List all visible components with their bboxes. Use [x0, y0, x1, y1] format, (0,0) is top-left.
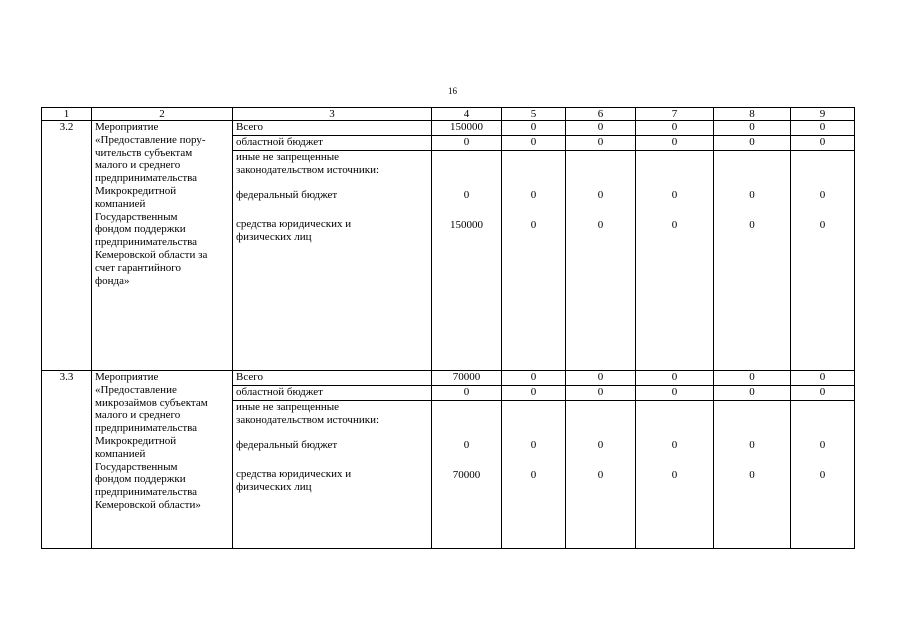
- description-line: Кемеровской области»: [95, 498, 201, 511]
- description-line: счет гарантийного: [95, 261, 182, 274]
- value-cell: 0: [566, 371, 636, 386]
- value-cell: 0: [636, 371, 714, 386]
- value-cell: [432, 401, 502, 549]
- value-cell: 0: [714, 386, 791, 401]
- legal-value: 70000: [452, 468, 481, 481]
- value-cell: 0: [791, 136, 855, 151]
- legal-value: 0: [597, 218, 604, 231]
- value-cell: 0: [714, 121, 791, 136]
- description-line: Микрокредитной: [95, 434, 177, 447]
- federal-value: 0: [597, 439, 604, 451]
- description-line: предпринимательства: [95, 236, 198, 249]
- other-sources-label: законодательством источники:: [236, 163, 380, 176]
- value-cell: 0: [714, 371, 791, 386]
- legal-label: средства юридических и: [236, 468, 352, 481]
- value-cell: 0: [636, 121, 714, 136]
- legal-value: 0: [749, 218, 755, 231]
- description-line: предпринимательства: [95, 486, 198, 499]
- row-description: [92, 371, 233, 549]
- federal-label: федеральный бюджет: [236, 438, 338, 451]
- page-number: 16: [448, 86, 457, 96]
- value-cell: 0: [566, 136, 636, 151]
- header-cell: 1: [42, 108, 92, 121]
- description-line: предпринимательства: [95, 422, 198, 435]
- value-cell: 0: [566, 121, 636, 136]
- description-line: Кемеровской области за: [95, 248, 208, 261]
- legal-label: физических лиц: [236, 481, 312, 494]
- total-label: Всего: [233, 121, 432, 136]
- program-table: [41, 107, 855, 549]
- description-line: «Предоставление: [95, 383, 177, 396]
- regional-label: областной бюджет: [233, 386, 432, 401]
- federal-value: 0: [530, 439, 537, 451]
- value-cell: [432, 151, 502, 371]
- legal-label: средства юридических и: [236, 218, 352, 231]
- other-sources-label: иные не запрещенные: [236, 401, 340, 413]
- value-cell: 0: [432, 136, 502, 151]
- header-cell: 6: [566, 108, 636, 121]
- description-line: Государственным: [95, 460, 178, 473]
- table-row: [42, 121, 855, 136]
- other-sources-label: законодательством источники:: [236, 413, 380, 426]
- federal-value: 0: [819, 189, 826, 201]
- description-line: малого и среднего: [95, 409, 181, 422]
- header-row: [42, 108, 855, 121]
- value-cell: 0: [791, 371, 855, 386]
- legal-value: 0: [749, 468, 755, 481]
- description-line: компанией: [95, 197, 146, 210]
- description-line: компанией: [95, 447, 146, 460]
- legal-value: 0: [671, 468, 678, 481]
- legal-value: 150000: [450, 218, 483, 231]
- table-row: [42, 371, 855, 386]
- legal-value: 0: [671, 218, 678, 231]
- sources-cell: [233, 401, 432, 549]
- description-line: фонда»: [95, 274, 130, 287]
- federal-value: 0: [530, 189, 537, 201]
- value-cell: [714, 401, 791, 549]
- federal-value: 0: [597, 189, 604, 201]
- regional-label: областной бюджет: [233, 136, 432, 151]
- row-description: [92, 121, 233, 371]
- federal-label: федеральный бюджет: [236, 188, 338, 201]
- description-line: фондом поддержки: [95, 473, 186, 486]
- description-line: микрозаймов субъектам: [95, 396, 208, 409]
- value-cell: [714, 151, 791, 371]
- value-cell: 0: [791, 121, 855, 136]
- value-cell: 0: [714, 136, 791, 151]
- value-cell: 0: [502, 121, 566, 136]
- federal-value: 0: [819, 439, 826, 451]
- description-line: Государственным: [95, 210, 178, 223]
- federal-value: 0: [463, 189, 470, 201]
- total-label: Всего: [233, 371, 432, 386]
- federal-value: 0: [749, 189, 755, 201]
- value-cell: 0: [636, 136, 714, 151]
- description-line: Микрокредитной: [95, 184, 177, 197]
- row-id: 3.2: [42, 121, 92, 371]
- header-cell: 4: [432, 108, 502, 121]
- value-cell: 0: [502, 136, 566, 151]
- description-line: чительств субъектам: [95, 146, 193, 159]
- value-cell: [791, 151, 855, 371]
- legal-value: 0: [530, 468, 537, 481]
- row-id: 3.3: [42, 371, 92, 549]
- description-line: «Предоставление пору-: [95, 133, 206, 146]
- other-sources-label: иные не запрещенные: [236, 151, 340, 163]
- legal-label: физических лиц: [236, 231, 312, 244]
- legal-value: 0: [819, 218, 826, 231]
- value-cell: [502, 151, 566, 371]
- header-cell: 7: [636, 108, 714, 121]
- sources-cell: [233, 151, 432, 371]
- header-cell: 5: [502, 108, 566, 121]
- value-cell: [636, 151, 714, 371]
- legal-value: 0: [530, 218, 537, 231]
- federal-value: 0: [463, 439, 470, 451]
- header-cell: 3: [233, 108, 432, 121]
- value-cell: 0: [636, 386, 714, 401]
- description-line: фондом поддержки: [95, 223, 186, 236]
- legal-value: 0: [597, 468, 604, 481]
- value-cell: [502, 401, 566, 549]
- value-cell: [636, 401, 714, 549]
- federal-value: 0: [671, 439, 678, 451]
- federal-value: 0: [749, 439, 755, 451]
- description-line: малого и среднего: [95, 159, 181, 172]
- value-cell: [566, 151, 636, 371]
- federal-value: 0: [671, 189, 678, 201]
- value-cell: 0: [502, 371, 566, 386]
- value-cell: [566, 401, 636, 549]
- header-cell: 8: [714, 108, 791, 121]
- value-cell: [791, 401, 855, 549]
- header-cell: 9: [791, 108, 855, 121]
- value-cell: 0: [566, 386, 636, 401]
- value-cell: 0: [791, 386, 855, 401]
- value-cell: 0: [502, 386, 566, 401]
- header-cell: 2: [92, 108, 233, 121]
- description-line: предпринимательства: [95, 172, 198, 185]
- description-line: Мероприятие: [95, 371, 159, 383]
- description-line: Мероприятие: [95, 121, 159, 133]
- value-cell: 70000: [432, 371, 502, 386]
- value-cell: 150000: [432, 121, 502, 136]
- value-cell: 0: [432, 386, 502, 401]
- legal-value: 0: [819, 468, 826, 481]
